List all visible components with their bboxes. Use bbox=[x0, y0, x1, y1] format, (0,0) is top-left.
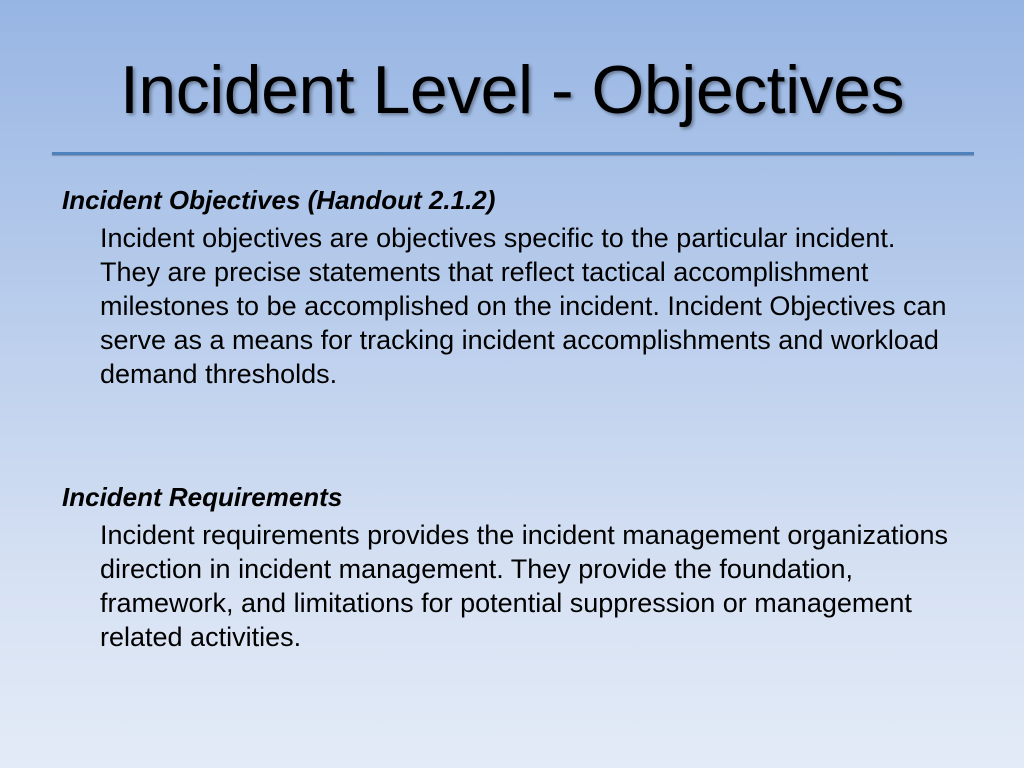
section-incident-objectives bbox=[62, 183, 962, 391]
slide-title: Incident Level - Objectives bbox=[119, 52, 904, 128]
section-body: Incident requirements provides the incident management organizations direction in incident management. They provide the foundation, framework, and limitations for potential suppression or management related activities. bbox=[100, 520, 948, 652]
section-body: Incident objectives are objectives specific to the particular incident. They are precise statements that reflect tactical accomplishment milestones to be accomplished on the incident. Incident Objectives can serve as a means for tracking incident accomplishments and workload demand thresholds. bbox=[100, 223, 947, 389]
section-heading: Incident Objectives (Handout 2.1.2) bbox=[62, 185, 496, 215]
section-heading: Incident Requirements bbox=[62, 482, 343, 512]
section-incident-requirements bbox=[62, 480, 962, 654]
title-divider bbox=[52, 152, 974, 155]
